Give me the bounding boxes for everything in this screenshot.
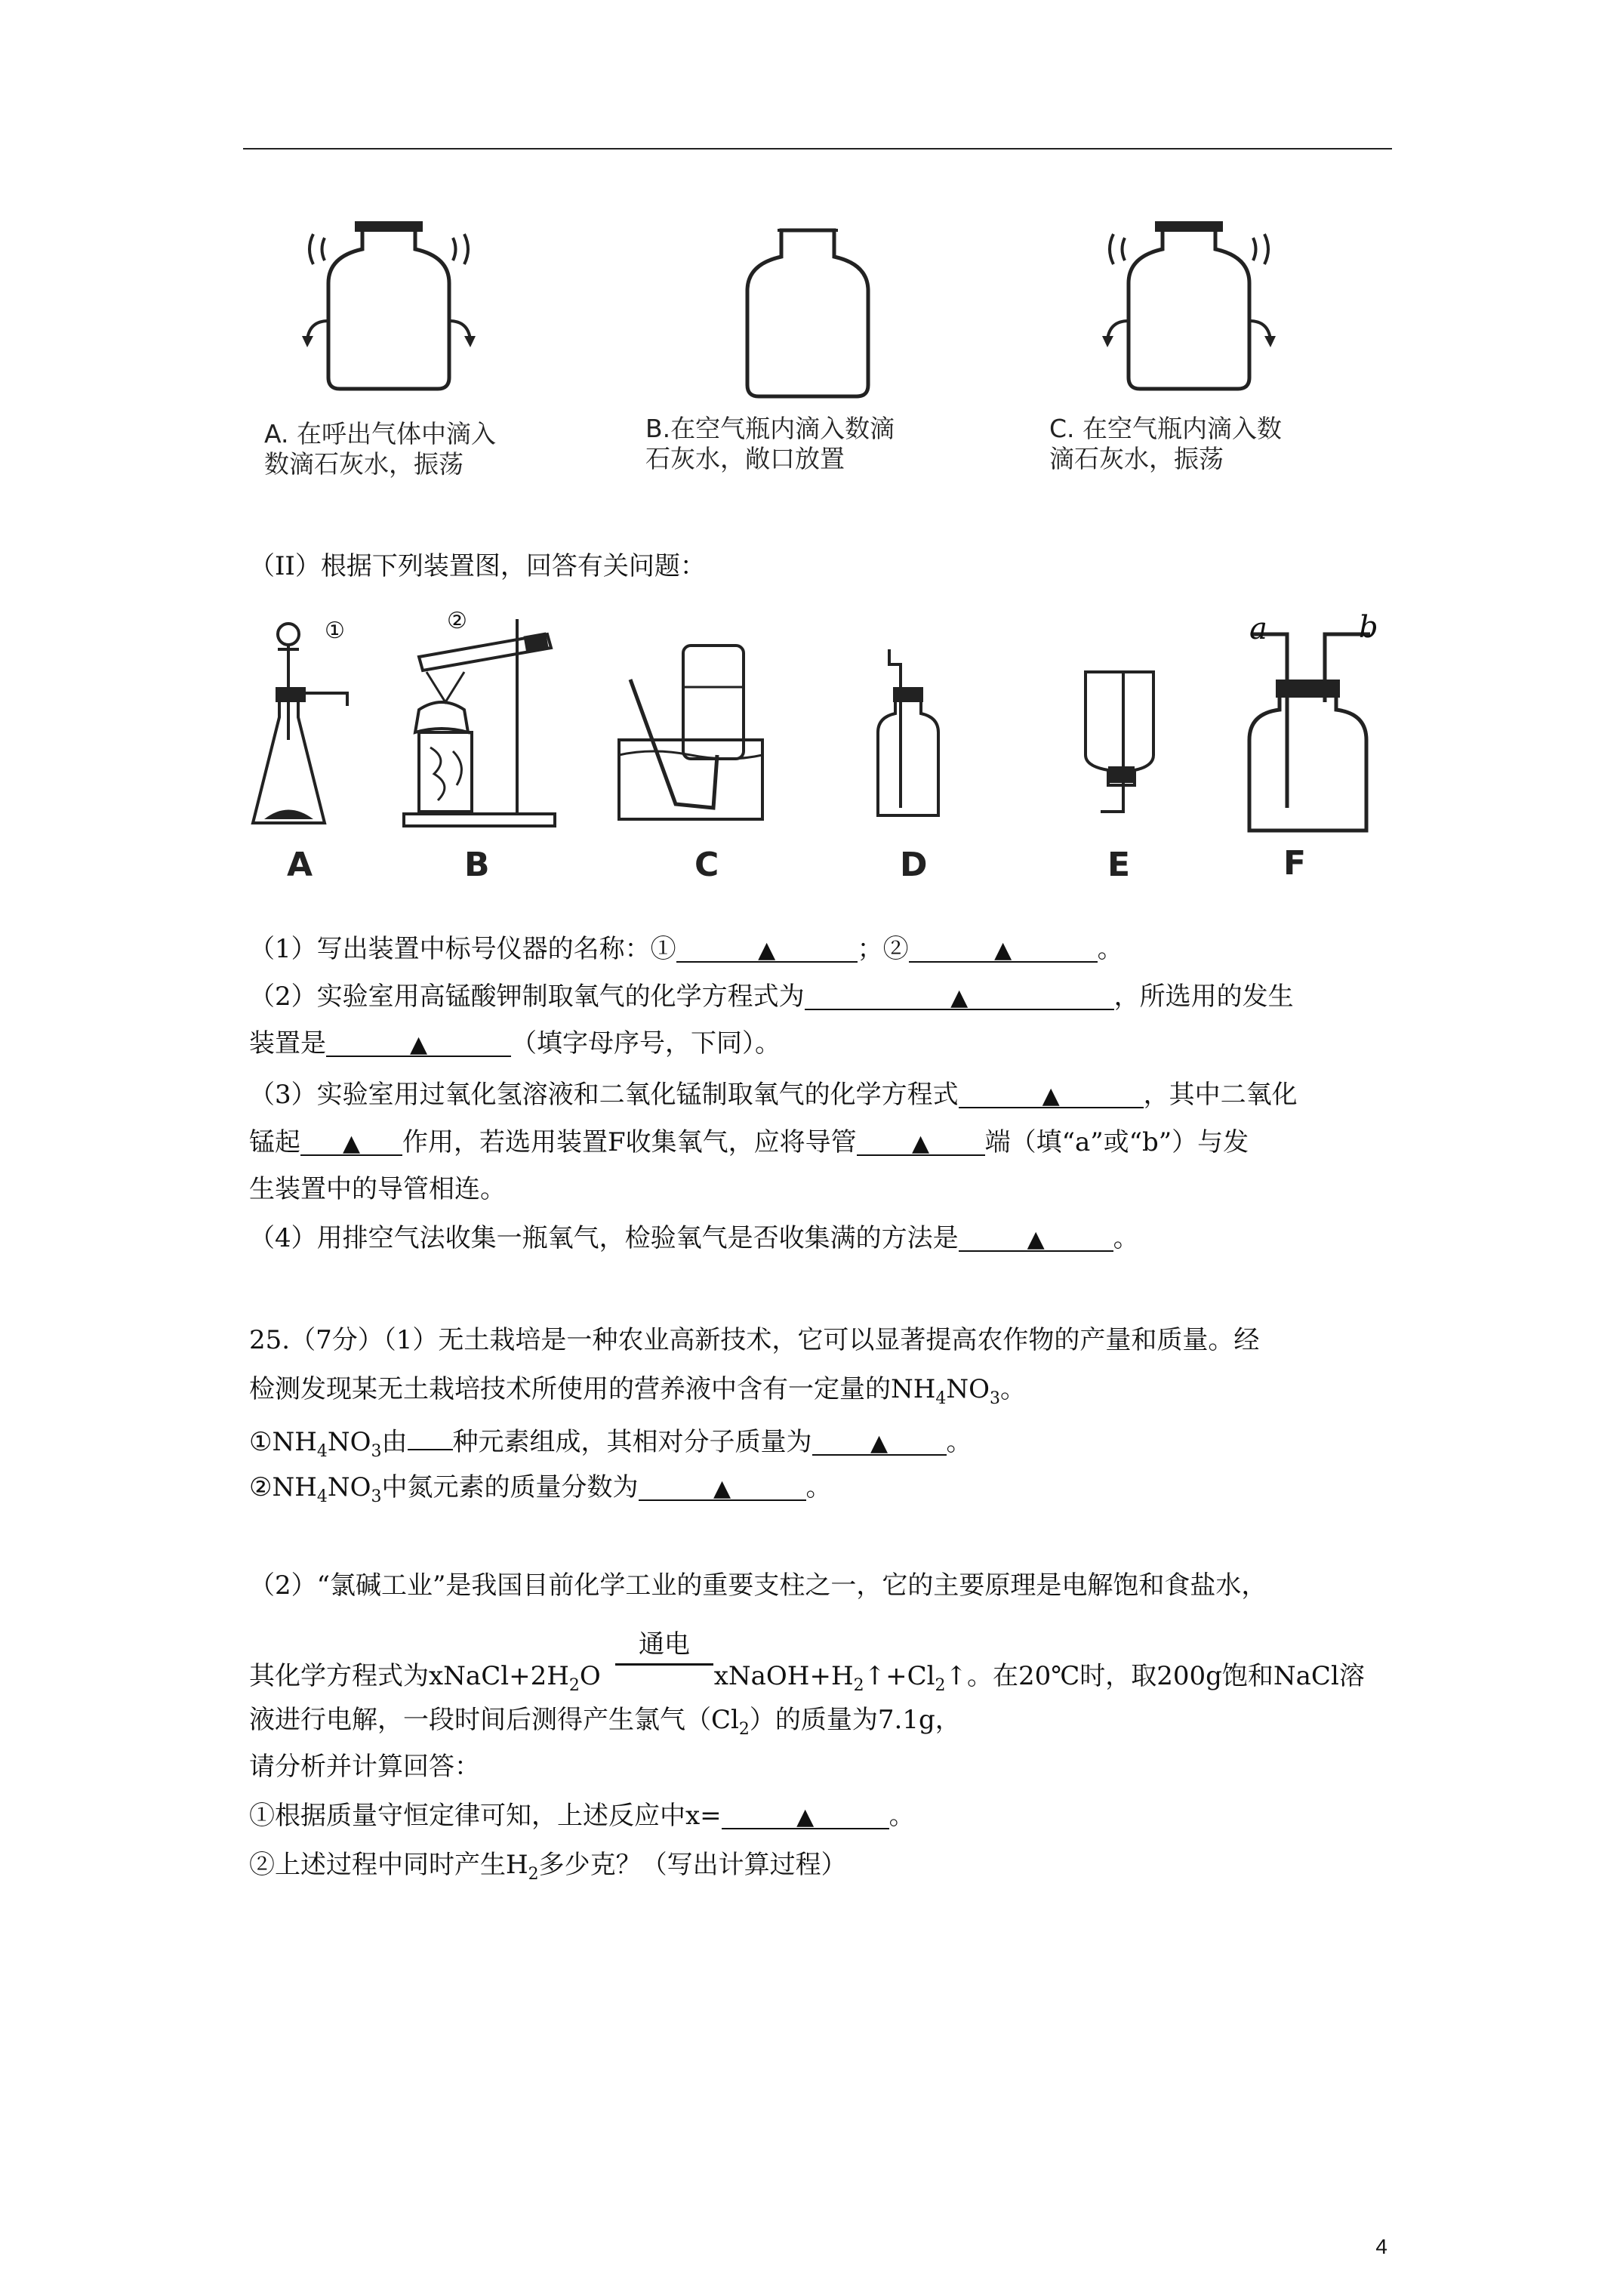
answer-blank-8[interactable]: ▲ — [959, 1225, 1113, 1252]
apparatus-d-figure — [867, 604, 950, 838]
q25-2-line-4: 请分析并计算回答： — [249, 1752, 480, 1782]
apparatus-label-d: D — [900, 846, 928, 884]
apparatus-label-c: C — [694, 846, 719, 884]
apparatus-label-a: A — [287, 846, 313, 884]
page-number: 4 — [1375, 2235, 1387, 2258]
tube-b-label: b — [1359, 610, 1378, 645]
reaction-condition: 通电 — [615, 1623, 713, 1666]
answer-blank-5[interactable]: ▲ — [959, 1081, 1144, 1108]
answer-blank-7[interactable]: ▲ — [857, 1129, 985, 1156]
answer-blank-1[interactable]: ▲ — [676, 935, 858, 963]
bottle-b-figure — [717, 223, 898, 404]
q25-line-2: 检测发现某无土栽培技术所使用的营养液中含有一定量的$NH_4NO_3$。 — [249, 1374, 1027, 1408]
q25-part-b: $②NH_4NO_3$中氮元素的质量分数为 ▲ 。 — [249, 1472, 832, 1506]
apparatus-c-figure — [615, 604, 766, 838]
q2-line-1: （2）实验室用高锰酸钾制取氧气的化学方程式为 ▲ ，所选用的发生 — [249, 982, 1294, 1012]
answer-blank-3[interactable]: ▲ — [805, 983, 1114, 1010]
answer-blank-4[interactable]: ▲ — [326, 1030, 511, 1057]
bottle-c-caption: C. 在空气瓶内滴入数 滴石灰水，振荡 — [1049, 414, 1283, 473]
bottle-c-figure — [1098, 215, 1280, 396]
q3-line-3: 生装置中的导管相连。 — [249, 1174, 506, 1204]
answer-blank-10[interactable]: ▲ — [812, 1428, 947, 1456]
apparatus-a-figure — [249, 604, 385, 838]
answer-blank-11[interactable]: ▲ — [639, 1474, 806, 1501]
q2-line-2: 装置是 ▲ （填字母序号，下同）。 — [249, 1028, 781, 1059]
bottle-b-caption: B.在空气瓶内滴入数滴 石灰水，敞口放置 — [645, 414, 895, 473]
answer-blank-2[interactable]: ▲ — [909, 935, 1098, 963]
apparatus-label-e: E — [1107, 846, 1131, 884]
answer-blank-6[interactable]: ▲ — [300, 1129, 402, 1156]
q25-part-a: $①NH_4NO_3$由 种元素组成，其相对分子质量为 ▲ 。 — [249, 1423, 972, 1457]
apparatus-e-figure — [1078, 604, 1161, 838]
q25-2-line-5: ①根据质量守恒定律可知，上述反应中x= ▲ 。 — [249, 1801, 915, 1831]
q25-2-line-3: 液进行电解，一段时间后测得产生氯气$(Cl_2)$的质量为7.1g， — [249, 1705, 961, 1739]
apparatus-b-figure — [396, 604, 570, 838]
apparatus-mark-2: ② — [447, 608, 467, 634]
q25-2-line-1: （2）“氯碱工业”是我国目前化学工业的重要支柱之一，它的主要原理是电解饱和食盐水， — [249, 1570, 1267, 1601]
q3-line-2: 锰起 ▲ 作用，若选用装置F收集氧气，应将导管 ▲ 端（填“a”或“b”）与发 — [249, 1127, 1249, 1157]
q3-line-1: （3）实验室用过氧化氢溶液和二氧化锰制取氧气的化学方程式 ▲ ，其中二氧化 — [249, 1080, 1298, 1110]
apparatus-label-b: B — [464, 846, 490, 884]
bottle-a-caption: A. 在呼出气体中滴入 数滴石灰水，振荡 — [264, 419, 496, 479]
apparatus-label-f: F — [1283, 844, 1307, 883]
q1-line: （1）写出装置中标号仪器的名称：① ▲ ；② ▲ 。 — [249, 934, 1123, 964]
apparatus-mark-1: ① — [325, 618, 345, 644]
tube-a-label: a — [1249, 612, 1267, 646]
bottle-a-figure — [298, 215, 479, 396]
section-ii-title: （II）根据下列装置图，回答有关问题： — [249, 551, 706, 581]
q25-line-1: 25.（7分）（1）无土栽培是一种农业高新技术，它可以显著提高农作物的产量和质量。经 — [249, 1325, 1260, 1355]
header-rule — [243, 148, 1392, 149]
q4-line: （4）用排空气法收集一瓶氧气，检验氧气是否收集满的方法是 ▲ 。 — [249, 1223, 1139, 1253]
answer-blank-12[interactable]: ▲ — [722, 1802, 889, 1829]
answer-blank-9[interactable] — [408, 1423, 453, 1450]
q25-2-equation-line: 其化学方程式为$xNaCl+2H_2O$ $xNaOH+H_2↑+Cl_2↑$。在20℃时，取200g饱和NaCl溶 — [249, 1661, 1365, 1695]
q25-2-line-6: ②上述过程中同时产生$H_2$多少克？（写出计算过程） — [249, 1850, 847, 1884]
